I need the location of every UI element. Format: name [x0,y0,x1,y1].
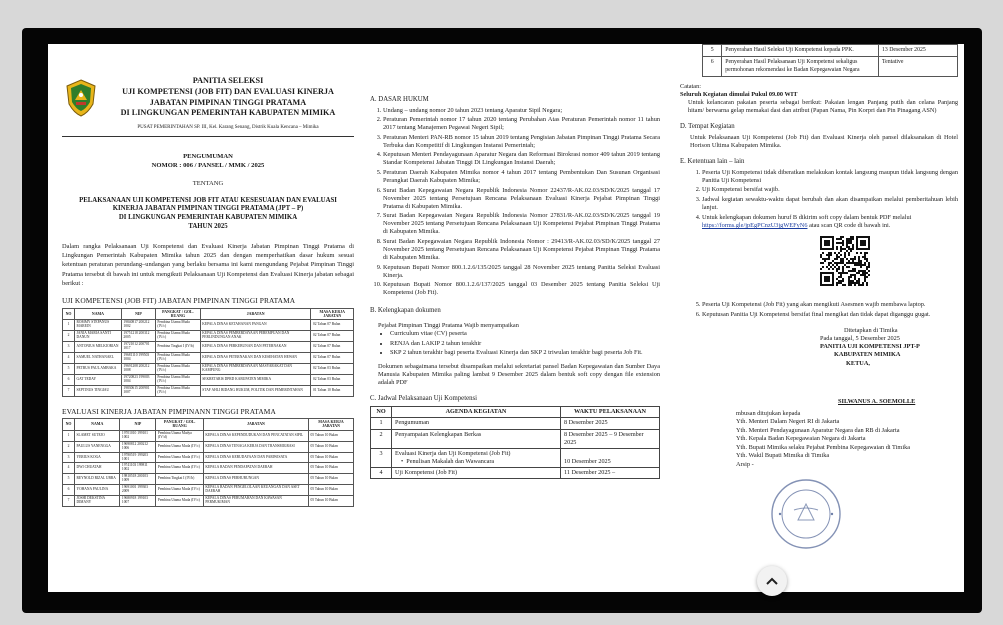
table-cell: DWI CHUATAH [75,463,120,474]
table-cell: 7 [63,385,75,396]
cc-item: Yth. Wakil Bupati Mimika di Timika [736,452,830,460]
table-cell: 05 Tahun 10 Bulan [308,463,353,474]
col-header: NO [371,406,392,417]
list-item: 1. Undang – undang nomor 20 tahun 2023 tentang Aparatur Sipil Negara; [383,107,660,115]
table-cell: SLAMET SUTEJO [75,430,120,441]
list-item: 2. Uji Kompetensi bersifat wajib. [702,186,958,194]
table-cell: Pembina Utama Madya (IV/d) [156,430,204,441]
table-row [63,452,354,463]
subject-line: PELAKSANAAN UJI KOMPETENSI JOB FIT ATAU KESESUAIAN DAN EVALUASI [79,196,337,204]
table-cell: 3 [63,342,75,353]
cell: 11 Desember 2025 – [561,468,660,479]
table-cell: 19751218 200312 2005 [121,331,155,342]
table-cell: 6 [63,374,75,385]
cell: Penyampaian Kelengkapan Berkas [392,429,561,448]
list-item: 3. Jadwal kegiatan sewaktu-waktu dapat berubah dan akan disampaikan melalui pemberitahuan lebih lanjut. [702,196,958,212]
other-provisions-list-2 [680,301,958,319]
table-row [703,57,958,77]
committee-region: DI LINGKUNGAN PEMERINTAH KABUPATEN MIMIKA [120,108,336,118]
table-cell: Pembina Utama Muda (IV/c) [155,385,200,396]
list-item: 4. Untuk kelengkapan dokumen huruf B dikirim soft copy dalam bentuk PDF melalui [702,214,958,222]
table-cell: KEPALA BADAN PENDAPATAN DAERAH [203,463,308,474]
list-item: 2. Peraturan Pemerintah nomor 17 tahun 2020 tentang Perubahan Atas Peraturan Pemerintah nomor 11 tahun 2017 tentang Manajemen Pegawai Negeri Sipil; [383,116,660,132]
cc-item: Arsip - [736,460,754,468]
col-header: NO [63,419,75,431]
table-cell: KEPALA DINAS PETERNAKAN DAN KESEHATAN HEWAN [200,353,311,364]
col-header: JABATAN [200,308,311,320]
table-cell: 02 Tahun 03 Bulan [311,374,354,385]
table-cell: JOSHI DEKSTINA DIMANY [75,496,120,507]
legal-basis-heading: A. DASAR HUKUM [370,96,429,103]
table-cell: KEPALA BADAN PENGELOLAAN KEUANGAN DAN ASET DAERAH [203,485,308,496]
table-cell: 02 Tahun 03 Bulan [311,363,354,374]
signatory-name: SILWANUS A. SOEMOLLE [838,397,916,405]
cell: Pengumuman [392,418,561,429]
col-header: MASA KERJA JABATAN [311,308,354,320]
list-item: 6. Keputusan Panitia Uji Kompetensi bersifat final mengikat dan tidak dapat diganggu gugat. [702,311,958,319]
notes-start-time: Seluruh Kegiatan dimulai Pukul 09.00 WIT [680,91,798,99]
documents-heading: B. Kelengkapan dokumen [370,307,441,315]
table-cell: 19691001 199303 2009 [120,485,156,496]
table-row [63,463,354,474]
table-row [63,474,354,485]
table-cell: GAT TEDAY [75,374,122,385]
table-cell: Pembina Utama Muda (IV/c) [155,353,200,364]
table-row [63,374,354,385]
table-cell: 05 Tahun 10 Bulan [308,485,353,496]
list-item: 10. Keputusan Bupati Nomor 800.1.2.6/137/2025 tanggal 03 Desember 2025 tentang Panitia Seleksi Uji Kompetensi (Job Fit). [383,281,660,297]
table-cell: Penyerahan Hasil Seleksi Uji Kompetensi kepada PPK. [722,45,879,57]
table-row [63,496,354,507]
cc-heading: mbusan ditujukan kepada [736,409,801,417]
table-cell: KEPALA DINAS KEPENDUDUKAN DAN PENCATATAN SIPIL [203,430,308,441]
table-cell: Pembina Utama Muda (IV/c) [156,463,204,474]
table-cell: Pembina Utama Muda (IV/c) [156,441,204,452]
committee-position: JABATAN PIMPINAN TINGGI PRATAMA [149,97,307,107]
table-cell: Tentative [878,57,957,77]
table-row [371,448,660,467]
table-row [63,485,354,496]
mimika-emblem-icon [64,78,98,118]
table-row [63,353,354,364]
table-cell: 5 [63,474,75,485]
cc-item: Yth. Menteri Dalam Negeri RI di Jakarta [736,418,840,426]
column-right [680,44,958,469]
cc-item: Yth. Bupati Mimika selaku Pejabat Pembina Kepegawaian di Timika [736,443,911,451]
table-cell: SAMUEL NATHANAEL [75,353,122,364]
col-header: NO [63,308,75,320]
other-provisions-heading: E. Ketentuan lain – lain [680,158,745,166]
table-cell: Penyerahan Hasil Pelaksanaan Uji Kompetensi sekaligus permohonan rekomendasi ke Badan Kepegawaian Negara [722,57,879,77]
table-cell: KEPALA DINAS TENAGA KERJA DAN TRANSMIGRASI [203,441,308,452]
table-cell: 19721012 200701 1017 [121,342,155,353]
table-cell: JANIA MARIA SANTI DANUN [75,331,122,342]
cell: 8 Desember 2025 [561,418,660,429]
schedule-table [370,406,660,479]
place-heading: D. Tempat Kegiatan [680,123,735,131]
cell: 4 [371,468,392,479]
official-stamp-icon [768,476,844,552]
table-row [371,468,660,479]
list-item: 3. Peraturan Menteri PAN-RB nomor 15 tahun 2019 tentang Pengisian Jabatan Pimpinan Tinggi Pratama Secara Terbuka dan Kompetitif di Lingkungan Instansi Pemerintah; [383,134,660,150]
table-cell: Pembina Utama Muda (IV/c) [155,331,200,342]
table-cell: Pembina Utama Muda (IV/c) [155,374,200,385]
table-cell: Pembina Tingkat I (IV/b) [155,342,200,353]
table-cell: KEPALA DINAS KEBUDAYAAN DAN PARIWISATA [203,452,308,463]
table-cell: Pembina Utama Muda (IV/c) [156,496,204,507]
announcement-subject [62,197,354,232]
table-cell: 02 Tahun 07 Bulan [311,342,354,353]
documents-list [370,330,660,357]
list-item: 9. Keputusan Bupati Nomor 800.1.2.6/135/2025 tanggal 28 November 2025 tentang Panitia Seleksi Evaluasi Kinerja. [383,264,660,280]
table-cell: PAULUS YANENGGA [75,441,120,452]
cell: 2 [371,429,392,448]
table-cell: Pembina Utama Muda (IV/c) [156,485,204,496]
table-cell: Pembina Utama Muda (IV/c) [155,320,200,331]
list-item: • RENJA dan LAKIP 2 tahun terakhir [390,340,660,348]
signature-block [820,327,958,406]
table-cell: 13 Desember 2025 [878,45,957,57]
table-cell: 01 Tahun 10 Bulan [311,385,354,396]
job-fit-table [62,308,354,397]
table-cell: 19830615 200901 1007 [121,385,155,396]
table-cell: 19701010 199101 1002 [120,430,156,441]
letterhead-title [102,76,354,119]
legal-basis-list [370,107,660,298]
cc-item: Yth. Menteri Pendayagunaan Aparatur Negara dan RB di Jakarta [736,426,900,434]
table-cell: SEPTINUS TINGIAU [75,385,122,396]
list-item: • SKP 2 tahun terakhir bagi peserta Evaluasi Kinerja dan SKP 2 triwulan terakhir bagi peserta Job Fit. [390,349,660,357]
committee-scope: UJI KOMPETENSI (JOB FIT) DAN EVALUASI KINERJA [122,86,334,96]
announcement-heading [62,153,354,170]
document-page [48,44,964,592]
table-cell: 05 Tahun 10 Bulan [308,430,353,441]
table-cell: 05 Tahun 10 Bulan [308,441,353,452]
list-item: • Curriculum vitae (CV) peserta [390,330,660,338]
cell [392,448,561,467]
table-cell: 19691208 200212 1008 [121,363,155,374]
table-cell: 19681110 199503 1004 [121,353,155,364]
col-header: WAKTU PELAKSANAAN [561,406,660,417]
table-cell: 19720823 199003 1004 [121,374,155,385]
table-row [63,385,354,396]
schedule-table-continued [702,44,958,77]
agenda-sub: • Penulisan Makalah dan Wawancara [401,457,495,465]
table-cell: SEKRETARIS DPRD KABUPATEN MIMIKA [200,374,311,385]
notes-dress-code: Untuk kelancaran pakaian peserta sebagai berikut: Pakaian lengan Panjang putih dan celana Panjang hitam/ berwarna gelap memakai dasi dan atribut (Papan Nama, Pin Korpri dan Pin Pinagang ASN) [688,99,958,115]
table-cell: 05 Tahun 10 Bulan [308,496,353,507]
evaluation-table [62,418,354,507]
col-header: JABATAN [203,419,308,431]
qr-code-icon[interactable] [820,236,870,286]
table-header-row [371,406,660,417]
col-header: MASA KERJA JABATAN [308,419,353,431]
scroll-up-button[interactable] [757,566,787,596]
letterhead [62,74,354,137]
signature-date: Pada tanggal, 5 Desember 2025 [820,335,900,343]
chevron-up-icon [765,576,779,586]
table-cell: KEPALA DINAS KETAHANAN PANGAN [200,320,311,331]
subject-line: KINERJA JABATAN PIMPINAN TINGGI PRATAMA (JPT – P) [112,205,304,213]
table-cell: 05 Tahun 10 Bulan [308,452,353,463]
table-cell: REYNOLD RIZAL UBRA [75,474,120,485]
announcement-title: PENGUMUMAN [183,153,233,160]
table-cell: 6 [63,485,75,496]
table-cell: Pembina Utama Muda (IV/c) [155,363,200,374]
table-row [371,418,660,429]
table-cell: 7 [63,496,75,507]
table-cell: 1 [63,320,75,331]
cell: 8 Desember 2025 – 9 Desember 2025 [561,429,660,448]
table-cell: 19741103 199811 1002 [120,463,156,474]
table-row [63,441,354,452]
intro-paragraph: Dalam rangka Pelaksanaan Uji Kompetensi dan Evaluasi Kinerja Jabatan Pimpinan Tinggi Pratama di Lingkungan Pemerintah Kabupaten Mimika tahun 2025 dan dengan memperhatikan dasar hukum sesuai ketentuan peraturan perundang–undangan yang berlaku bersama ini kami mengundang Pejabat Pimpinan Tinggi Pratama tersebut di bawah ini untuk mengikuti Pelaksanaan Uji Kompetensi dan Evaluasi Kinerja jabatan sebagai berikut : [62,242,354,287]
announcement-about: TENTANG [192,180,224,188]
section-1-title: UJI KOMPETENSI (JOB FIT) JABATAN PIMPINAN TINGGI PRATAMA [62,296,296,306]
table-cell: 5 [63,363,75,374]
cell: 3 [371,448,392,467]
table-cell: 19780519 199203 1001 [120,452,156,463]
table-cell: PETRUS PAUL AMBAKA [75,363,122,374]
table-cell: 3 [63,452,75,463]
list-item: 8. Surat Badan Kepegawaian Negara Republik Indonesia Nomor : 29413/R-AK.02.03/SD/K/2025 tanggal 27 November 2025 tentang Persetujuan Rencana Pelaksanaan Uji Kompetensi Pejabat Pimpinan Tinggi Pratama di Kabupaten Mimika. [383,238,660,262]
col-header: NAMA [75,308,122,320]
table-cell: 19680918 199103 1007 [120,496,156,507]
form-link-line [680,222,958,230]
col-header: AGENDA KEGIATAN [392,406,561,417]
table-row [63,331,354,342]
table-row [371,429,660,448]
list-item: 1. Peserta Uji Kompetensi tidak diberatkan melakukan kontak langsung maupun tidak langsung dengan Panitia Uji Kompetensi [702,169,958,185]
table-cell: 1 [63,430,75,441]
table-cell: 4 [63,353,75,364]
announcement-number: NOMOR : 006 / PANSEL / MMK / 2025 [151,161,265,169]
documents-note: Dokumen sebagaimana tersebut disampaikan melalui sekretariat pansel Badan Kepegawaian dan Sumber Daya Manusia Kabupaten Mimika paling lambat 9 Desember 2025 dalam bentuk soft copy dengan file extension adalah PDF [378,363,660,387]
list-item: 6. Surat Badan Kepegawaian Negara Republik Indonesia Nomor 22437/R-AK.02.03/SD/K/2025 tanggal 17 November 2025 tentang Persetujuan Rencana Pelaksanaan Evaluasi Kinerja Pejabat Pimpinan Tinggi Pratama di Kabupaten Mimika. [383,187,660,211]
documents-intro: Pejabat Pimpinan Tinggi Pratama Wajib menyampaikan [378,321,519,329]
signature-place: Ditetapkan di Timika [844,326,898,334]
subject-line: DI LINGKUNGAN PEMERINTAH KABUPATEN MIMIKA [118,214,298,222]
table-cell: 19690812 200212 1006 [120,441,156,452]
col-header: NIP [120,419,156,431]
table-cell: ANTONIUS MELKIORIAN [75,342,122,353]
notes-label: Catatan: [680,83,701,91]
signature-title: PANITIA UJI KOMPETENSI JPT-P [820,343,920,351]
table-cell: KEPALA DINAS PERKEBUNAN DAN PETERNAKAN [200,342,311,353]
signature-title: KABUPATEN MIMIKA [834,351,901,359]
cc-list [736,418,958,469]
place-text: Untuk Pelaksanaan Uji Kompetensi (Job Fit) dan Evaluasi Kinerja oleh pansel dilaksanakan di Hotel Horison Ultima Kabupaten Mimika. [690,134,958,150]
table-cell: 02 Tahun 07 Bulan [311,320,354,331]
table-header-row [63,308,354,320]
list-item: 5. Peserta Uji Kompetensi (Job Fit) yang akan mengikuti Asesmen wajib membawa laptop. [702,301,958,309]
col-header: PANGKAT / GOL. RUANG [156,419,204,431]
table-cell: STAF AHLI BIDANG HUKUM, POLITIK DAN PEMERINTAHAN [200,385,311,396]
col-header: NAMA [75,419,120,431]
agenda-text: Evaluasi Kinerja dan Uji Kompetensi (Job Fit) [395,449,511,457]
table-cell: 6 [703,57,722,77]
table-cell: Pembina Tingkat I (IV/b) [156,474,204,485]
list-item: 5. Peraturan Daerah Kabupaten Mimika nomor 4 tahun 2017 tentang Pembentukan Dan Susunan Organisasi Perangkat Daerah Kabupaten Mimika; [383,169,660,185]
table-cell: YERIUS KOGA [75,452,120,463]
table-row [703,45,958,57]
form-link[interactable]: https://forms.gle/jpEgPCnzU3jgWEFyN6 [702,222,808,230]
table-cell: YOHANA PAULINA [75,485,120,496]
schedule-heading: C. Jadwal Pelaksanaan Uji Kompetensi [370,395,478,403]
list-item: 4. Keputusan Menteri Pendayagunaan Aparatur Negara dan Reformasi Birokrasi nomor 409 tahun 2019 tentang Standar Kompetensi Jabatan Tinggi Di Lingkungan Instansi Daerah; [383,151,660,167]
cc-item: Yth. Kepala Badan Kepegawaian Negara di Jakarta [736,435,866,443]
cell: 10 Desember 2025 [561,448,660,467]
signature-title: KETUA, [846,359,870,367]
table-cell: 05 Tahun 10 Bulan [308,474,353,485]
letterhead-address: PUSAT PEMERINTAHAN SP. III, Kel. Karang Senang, Distrik Kuala Kencana – Mimika [137,125,319,130]
table-cell: 2 [63,331,75,342]
signature-space [820,368,958,398]
col-header: NIP [121,308,155,320]
column-left [62,44,354,507]
section-2-title: EVALUASI KINERJA JABATAN PIMPINANN TINGGI PRATAMA [62,406,276,416]
agenda-sub-text: Penulisan Makalah dan Wawancara [406,457,495,465]
column-middle [370,96,660,479]
table-cell: KEPALA DINAS PERHUBUNGAN [203,474,308,485]
table-cell: 2 [63,441,75,452]
table-row [63,342,354,353]
list-item: 7. Surat Badan Kepegawaian Negara Republik Indonesia Nomor 27831/R-AK.02.03/SD/K/2025 tanggal 19 November 2025 tentang Persetujuan Rencana Pelaksanaan Uji Kompetensi Pejabat Pimpinan Tinggi Pratama di Kabupaten Mimika. [383,212,660,236]
table-cell: KEPALA DINAS PEMBERDAYAAN MASYARAKAT DAN KAMPUNG [200,363,311,374]
table-cell: 02 Tahun 07 Bulan [311,353,354,364]
col-header: PANGKAT / GOL. RUANG [155,308,200,320]
table-row [63,363,354,374]
table-cell: ROMMY STEPANUS MAREIN [75,320,122,331]
table-cell: 19810518 200103 1009 [120,474,156,485]
cc-block [736,410,958,470]
table-cell: 5 [703,45,722,57]
table-cell: 19840817 200212 1002 [121,320,155,331]
cell: 1 [371,418,392,429]
table-cell: 02 Tahun 07 Bulan [311,331,354,342]
form-link-tail: atau scan QR code di bawah ini. [809,222,891,230]
cell: Uji Kompetensi (Job Fit) [392,468,561,479]
table-header-row [63,419,354,431]
table-cell: Pembina Utama Muda (IV/c) [156,452,204,463]
table-cell: KEPALA DINAS PERUMAHAN DAN KAWASAN PERMUKIMAN [203,496,308,507]
table-cell: 4 [63,463,75,474]
table-row [63,320,354,331]
table-row [63,430,354,441]
other-provisions-list [680,169,958,222]
table-cell: KEPALA DINAS PEMBERDAYAAN PEREMPUAN DAN PERLINDUNGAN ANAK [200,331,311,342]
subject-line: TAHUN 2025 [188,223,228,231]
committee-name: PANITIA SELEKSI [192,76,264,85]
